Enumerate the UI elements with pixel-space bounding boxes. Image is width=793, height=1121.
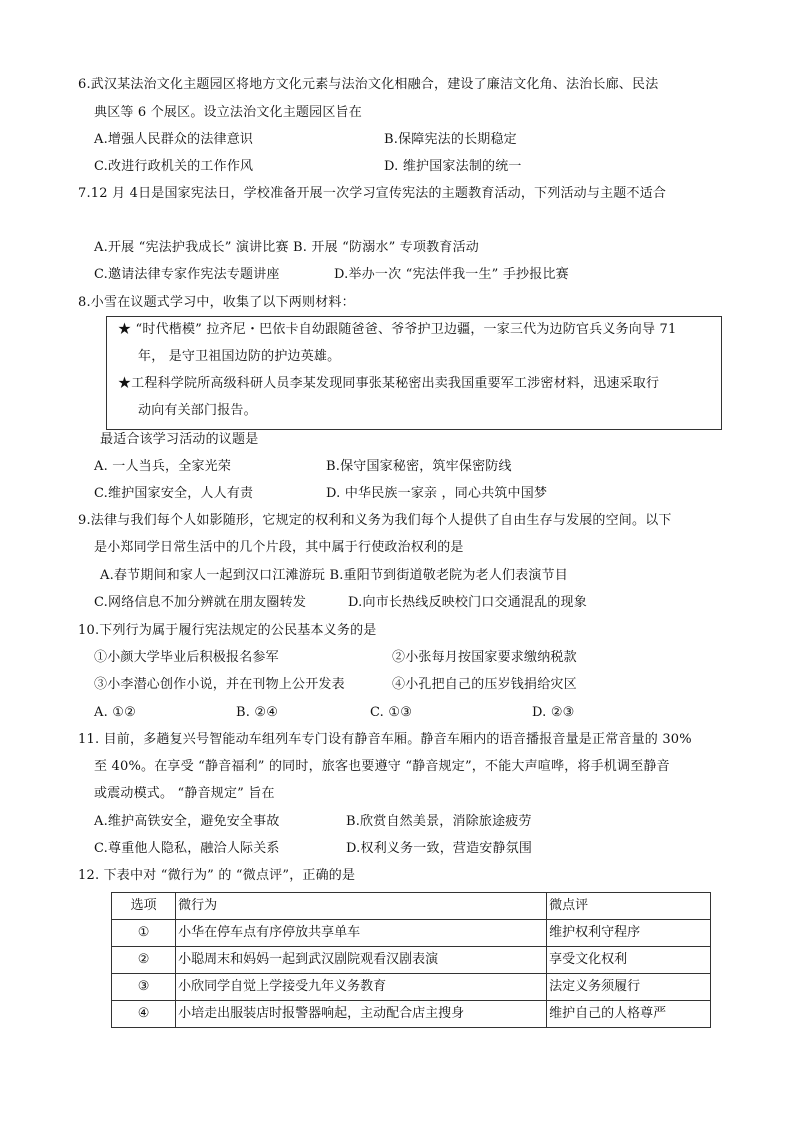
q11-option-d: D.权利义务一致，营造安静氛围	[346, 841, 533, 856]
q8-material-1-line-1: ★ “时代楷模” 拉齐尼・巴依卡自幼跟随爸爸、爷爷护卫边疆，一家三代为边防官兵义务向导 71	[118, 322, 677, 337]
table-cell: 维护自己的人格尊严	[547, 1001, 711, 1028]
table-cell: 小欣同学自觉上学接受九年义务教育	[176, 974, 547, 1001]
q8-material-1-line-2: 年， 是守卫祖国边防的护边英雄。	[138, 349, 341, 364]
q12-table	[111, 892, 711, 1028]
table-header-row	[112, 893, 711, 920]
q9-option-d: D.向市长热线反映校门口交通混乱的现象	[348, 595, 587, 610]
q9-options-ab: A.春节期间和家人一起到汉口江滩游玩 B.重阳节到街道敬老院为老人们表演节目	[100, 568, 568, 583]
q8-prompt: 最适合该学习活动的议题是	[100, 432, 259, 447]
q7-stem: 7.12 月 4日是国家宪法日，学校准备开展一次学习宣传宪法的主题教育活动，下列活动与主题不适合	[78, 186, 667, 201]
q10-option-a: A. ①②	[94, 705, 136, 720]
q10-stem: 10.下列行为属于履行宪法规定的公民基本义务的是	[78, 623, 377, 638]
q11-stem-line-2: 至 40%。在享受 “静音福利” 的同时，旅客也要遵守 “静音规定”，不能大声喧哗，将手机调至静音	[94, 759, 670, 774]
q10-option-d: D. ②③	[532, 705, 575, 720]
q10-item-1: ①小颜大学毕业后积极报名参军	[94, 650, 279, 665]
table-cell: ④	[112, 1001, 176, 1028]
table-cell: 小聪周末和妈妈一起到武汉剧院观看汉剧表演	[176, 947, 547, 974]
table-row	[112, 974, 711, 1001]
q11-option-c: C.尊重他人隐私，融洽人际关系	[94, 841, 280, 856]
table-row	[112, 920, 711, 947]
q7-options-ab: A.开展 “宪法护我成长” 演讲比赛 B. 开展 “防溺水” 专项教育活动	[94, 240, 479, 255]
table-cell: 小培走出服装店时报警器响起，主动配合店主搜身	[176, 1001, 547, 1028]
q6-stem-line-1: 6.武汉某法治文化主题园区将地方文化元素与法治文化相融合，建设了廉洁文化角、法治长廊、民法	[78, 77, 659, 92]
q10-item-3: ③小李潜心创作小说，并在刊物上公开发表	[94, 677, 345, 692]
table-header-cell: 选项	[112, 893, 176, 920]
table-cell: 享受文化权利	[547, 947, 711, 974]
table-row	[112, 947, 711, 974]
q8-option-d: D. 中华民族一家亲 ，同心共筑中国梦	[326, 486, 548, 501]
table-header-cell: 微行为	[176, 893, 547, 920]
q9-stem-line-2: 是小郑同学日常生活中的几个片段，其中属于行使政治权利的是	[94, 540, 464, 555]
q10-option-c: C. ①③	[370, 705, 413, 720]
q11-option-b: B.欣赏自然美景，消除旅途疲劳	[346, 814, 532, 829]
table-cell: 维护权利守程序	[547, 920, 711, 947]
q6-option-c: C.改进行政机关的工作作风	[94, 159, 254, 174]
q8-option-b: B.保守国家秘密，筑牢保密防线	[326, 459, 512, 474]
q10-item-4: ④小孔把自己的压岁钱捐给灾区	[392, 677, 577, 692]
q7-option-d: D.举办一次 “宪法伴我一生” 手抄报比赛	[334, 267, 569, 282]
q9-stem-line-1: 9.法律与我们每个人如影随形，它规定的权利和义务为我们每个人提供了自由生存与发展的空间。以下	[78, 513, 672, 528]
q6-option-b: B.保障宪法的长期稳定	[384, 132, 517, 147]
table-cell: ①	[112, 920, 176, 947]
q8-option-a: A. 一人当兵，全家光荣	[94, 459, 232, 474]
table-row	[112, 1001, 711, 1028]
q6-option-a: A.增强人民群众的法律意识	[94, 132, 254, 147]
q8-material-2-line-2: 动向有关部门报告。	[138, 403, 257, 418]
q6-stem-line-2: 典区等 6 个展区。设立法治文化主题园区旨在	[94, 105, 362, 120]
table-cell: ②	[112, 947, 176, 974]
table-header-cell: 微点评	[547, 893, 711, 920]
q8-material-2-line-1: ★工程科学院所高级科研人员李某发现同事张某秘密出卖我国重要军工涉密材料，迅速采取行	[118, 376, 660, 391]
table-cell: ③	[112, 974, 176, 1001]
q8-stem: 8.小雪在议题式学习中，收集了以下两则材料：	[78, 295, 355, 310]
q6-option-d: D. 维护国家法制的统一	[384, 159, 522, 174]
q10-option-b: B. ②④	[236, 705, 279, 720]
q8-option-c: C.维护国家安全，人人有责	[94, 486, 254, 501]
q7-option-c: C.邀请法律专家作宪法专题讲座	[94, 267, 280, 282]
q11-stem-line-1: 11. 目前，多趟复兴号智能动车组列车专门设有静音车厢。静音车厢内的语音播报音量是正常音量的 30%	[78, 732, 692, 747]
q10-item-2: ②小张每月按国家要求缴纳税款	[392, 650, 577, 665]
q11-stem-line-3: 或震动模式。 “静音规定” 旨在	[94, 786, 275, 801]
q9-option-c: C.网络信息不加分辨就在朋友圈转发	[94, 595, 307, 610]
q11-option-a: A.维护高铁安全，避免安全事故	[94, 814, 280, 829]
table-cell: 小华在停车点有序停放共享单车	[176, 920, 547, 947]
table-cell: 法定义务须履行	[547, 974, 711, 1001]
q12-stem: 12. 下表中对 “微行为” 的 “微点评”，正确的是	[78, 868, 356, 883]
